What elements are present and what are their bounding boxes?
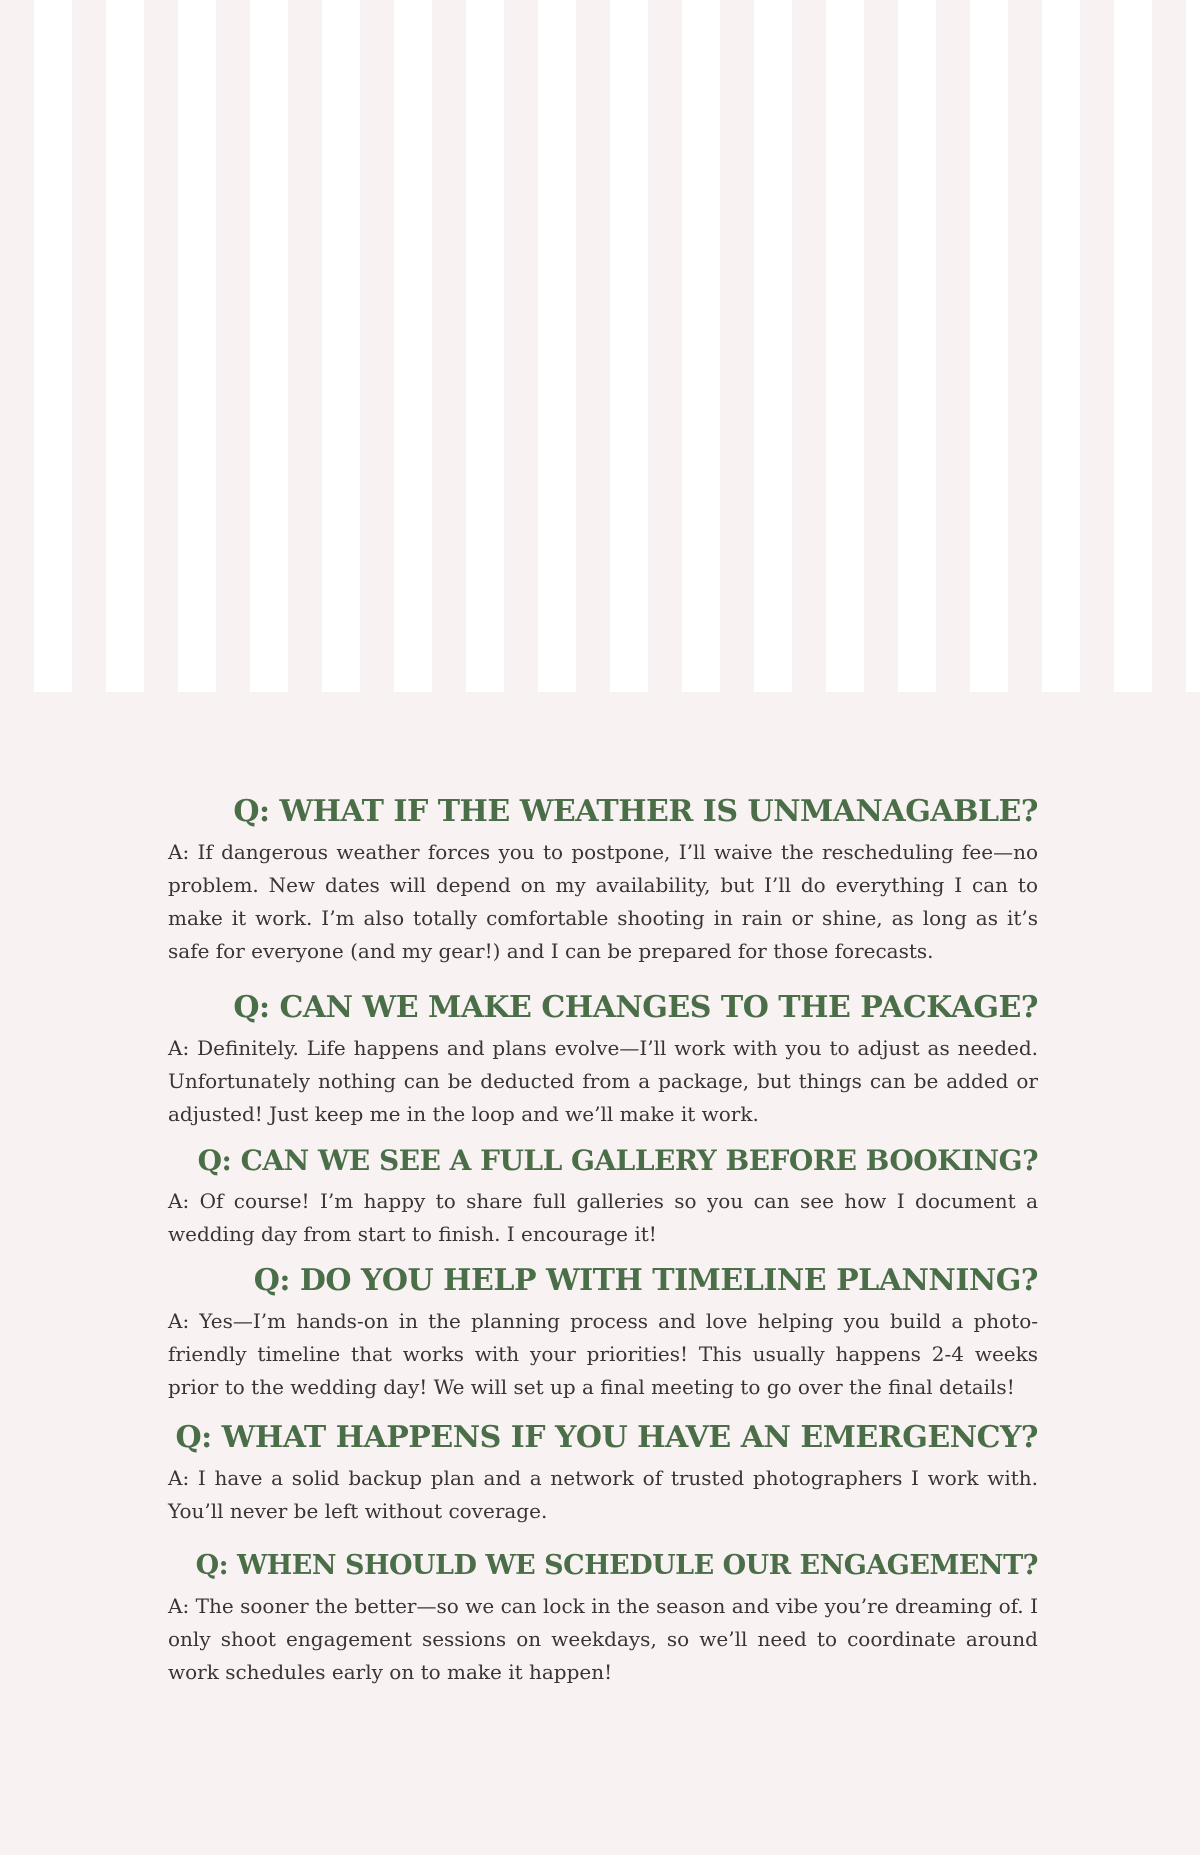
faq-question: Q: CAN WE MAKE CHANGES TO THE PACKAGE? [233, 990, 1038, 1025]
striped-header-background [0, 0, 1200, 692]
faq-question: Q: WHAT HAPPENS IF YOU HAVE AN EMERGENCY? [175, 1420, 1038, 1455]
faq-question: Q: CAN WE SEE A FULL GALLERY BEFORE BOOKING? [197, 1144, 1038, 1177]
faq-item [168, 1259, 1038, 1404]
faq-question: Q: WHAT IF THE WEATHER IS UNMANAGABLE? [233, 794, 1038, 829]
faq-answer: A: The sooner the better—so we can lock in the season and vibe you’re dreaming of. I only shoot engagement sessions on weekdays, so we’ll need to coordinate around work schedules early on to make it happen! [168, 1594, 1038, 1684]
faq-answer: A: Yes—I’m hands-on in the planning process and love helping you build a photo-friendly timeline that works with your priorities! This usually happens 2-4 weeks prior to the wedding day! We will set up a final meeting to go over the final details! [168, 1309, 1038, 1399]
faq-item [168, 986, 1038, 1131]
faq-answer: A: Of course! I’m happy to share full galleries so you can see how I document a wedding day from start to finish. I encourage it! [168, 1189, 1038, 1246]
faq-answer: A: Definitely. Life happens and plans evolve—I’ll work with you to adjust as needed. Unfortunately nothing can be deducted from a package, but things can be added or adjusted! Just keep me in the loop and we’ll make it work. [168, 1036, 1038, 1126]
faq-answer: A: I have a solid backup plan and a network of trusted photographers I work with. You’ll never be left without coverage. [168, 1466, 1038, 1523]
faq-item [168, 1544, 1038, 1689]
faq-answer: A: If dangerous weather forces you to postpone, I’ll waive the rescheduling fee—no problem. New dates will depend on my availability, but I’ll do everything I can to make it work. I’m also totally comfortable shooting in rain or shine, as long as it’s safe for everyone (and my gear!) and I can be prepared for those forecasts. [168, 840, 1038, 963]
faq-question: Q: WHEN SHOULD WE SCHEDULE OUR ENGAGEMENT? [195, 1550, 1038, 1581]
faq-section [168, 790, 1038, 1689]
faq-item [168, 1416, 1038, 1528]
faq-question: Q: DO YOU HELP WITH TIMELINE PLANNING? [253, 1263, 1038, 1298]
faq-item [168, 1139, 1038, 1251]
faq-item [168, 790, 1038, 968]
